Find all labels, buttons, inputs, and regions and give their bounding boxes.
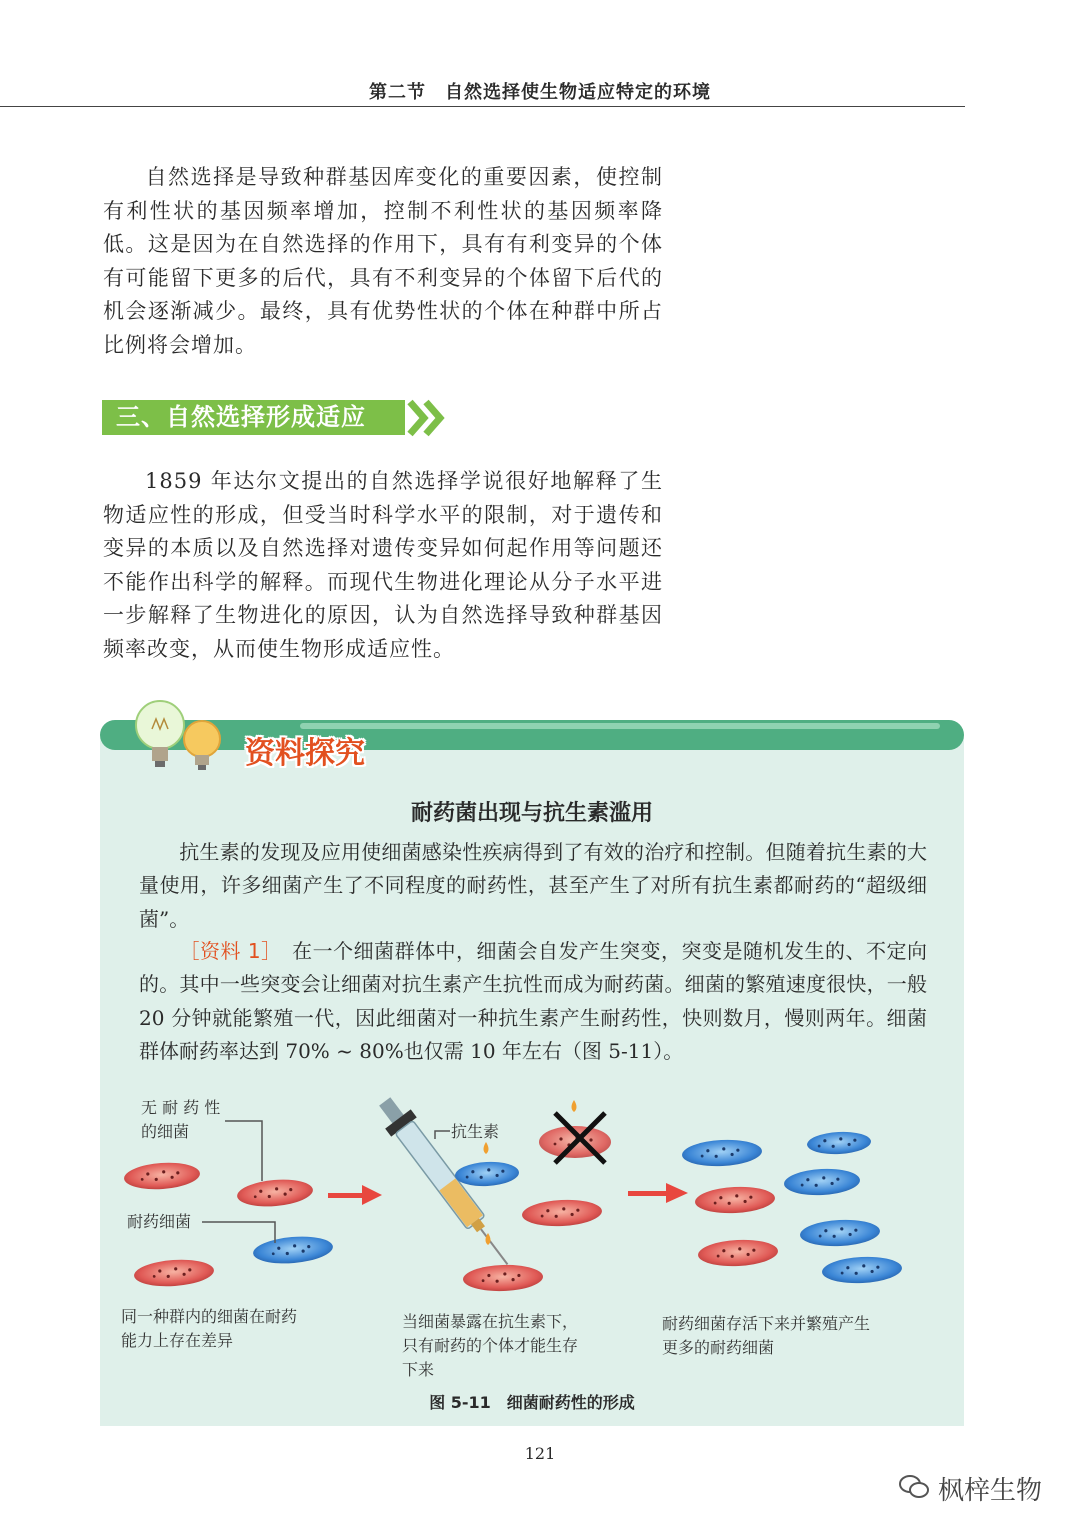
label-antibiotic: 抗生素 (451, 1122, 500, 1141)
caption-step-3: 耐药细菌存活下来并繁殖产生 更多的耐药细菌 (662, 1314, 871, 1357)
header-title: 第二节 自然选择使生物适应特定的环境 (369, 82, 711, 103)
pointer-line (225, 1121, 262, 1181)
light-bulbs-icon (130, 695, 230, 775)
material-box-label: 资料探究 (245, 736, 365, 771)
section-heading: 三、自然选择形成适应 (116, 403, 366, 431)
blue-bacterium (806, 1130, 871, 1155)
right-arrow (328, 1185, 382, 1205)
right-arrow (628, 1183, 688, 1203)
paragraph-2-text: 1859 年达尔文提出的自然选择学说很好地解释了生物适应性的形成，但受当时科学水平的限制，对于遗传和变异的本质以及自然选择对遗传变异如何起作用等问题还不能作出科学的解释。而现代生物进化理论从分子水平进一步解释了生物进化的原因，认为自然选择导致种群基因频率改变，从而使生物形成适应性。 (103, 469, 663, 661)
blue-bacterium (821, 1255, 902, 1285)
label-resistant: 耐药细菌 (127, 1212, 192, 1231)
red-bacterium (697, 1238, 778, 1268)
caption-step-2: 当细菌暴露在抗生素下， 只有耐药的个体才能生存 下来 (402, 1312, 579, 1379)
material-paragraph-2 (139, 935, 927, 1069)
red-bacterium (694, 1185, 775, 1215)
pointer-line (435, 1131, 450, 1139)
blue-bacterium (454, 1160, 519, 1187)
watermark: 枫梓生物 (938, 1476, 1043, 1506)
red-bacterium (123, 1160, 201, 1191)
material-box-header-highlight (300, 723, 940, 729)
caption-step-1: 同一种群内的细菌在耐药 能力上存在差异 (121, 1307, 298, 1350)
pointer-line (202, 1222, 275, 1243)
figure-caption: 图 5-11 细菌耐药性的形成 (429, 1393, 635, 1412)
label-nonresistant: 无 耐 药 性 的细菌 (141, 1098, 221, 1141)
blue-bacterium (681, 1138, 762, 1168)
paragraph-1 (103, 161, 663, 363)
material-paragraph-1-text: 抗生素的发现及应用使细菌感染性疾病得到了有效的治疗和控制。但随着抗生素的大量使用，许多细菌产生了不同程度的耐药性，甚至产生了对所有抗生素都耐药的“超级细菌”。 (139, 840, 927, 931)
blue-bacterium (252, 1234, 334, 1267)
material-box-title: 耐药菌出现与抗生素滥用 (410, 801, 653, 826)
blue-bacterium (783, 1167, 860, 1197)
red-bacterium (133, 1257, 215, 1289)
wechat-icon (898, 1474, 930, 1500)
double-chevron-right-icon (406, 398, 450, 438)
red-bacterium (521, 1198, 602, 1228)
antibiotic-drop (572, 1100, 577, 1112)
reference-tag: ［资料 1］ (179, 939, 272, 963)
blue-bacterium (799, 1218, 880, 1248)
paragraph-2 (103, 465, 663, 667)
red-bacterium (236, 1177, 314, 1210)
paragraph-1-text: 自然选择是导致种群基因库变化的重要因素，使控制有利性状的基因频率增加，控制不利性状的基因频率降低。这是因为在自然选择的作用下，具有有利变异的个体有可能留下更多的后代，具有不利变异的个体留下后代的机会逐渐减少。最终，具有优势性状的个体在种群中所占比例将会增加。 (103, 165, 663, 357)
red-bacterium (463, 1264, 544, 1293)
material-paragraph-2-text: 在一个细菌群体中，细菌会自发产生突变，突变是随机发生的、不定向的。其中一些突变会让细菌对抗生素产生抗性而成为耐药菌。细菌的繁殖速度很快，一般 20 分钟就能繁殖一代，因此细菌对一种抗生素产生耐药性，快则数月，慢则两年。细菌群体耐药率达到 70% ~ 80%也仅需 10 年左右（图 5-11）。 (139, 939, 928, 1064)
header-rule (0, 106, 965, 107)
page-number: 121 (524, 1444, 556, 1463)
material-paragraph-1 (139, 836, 927, 936)
